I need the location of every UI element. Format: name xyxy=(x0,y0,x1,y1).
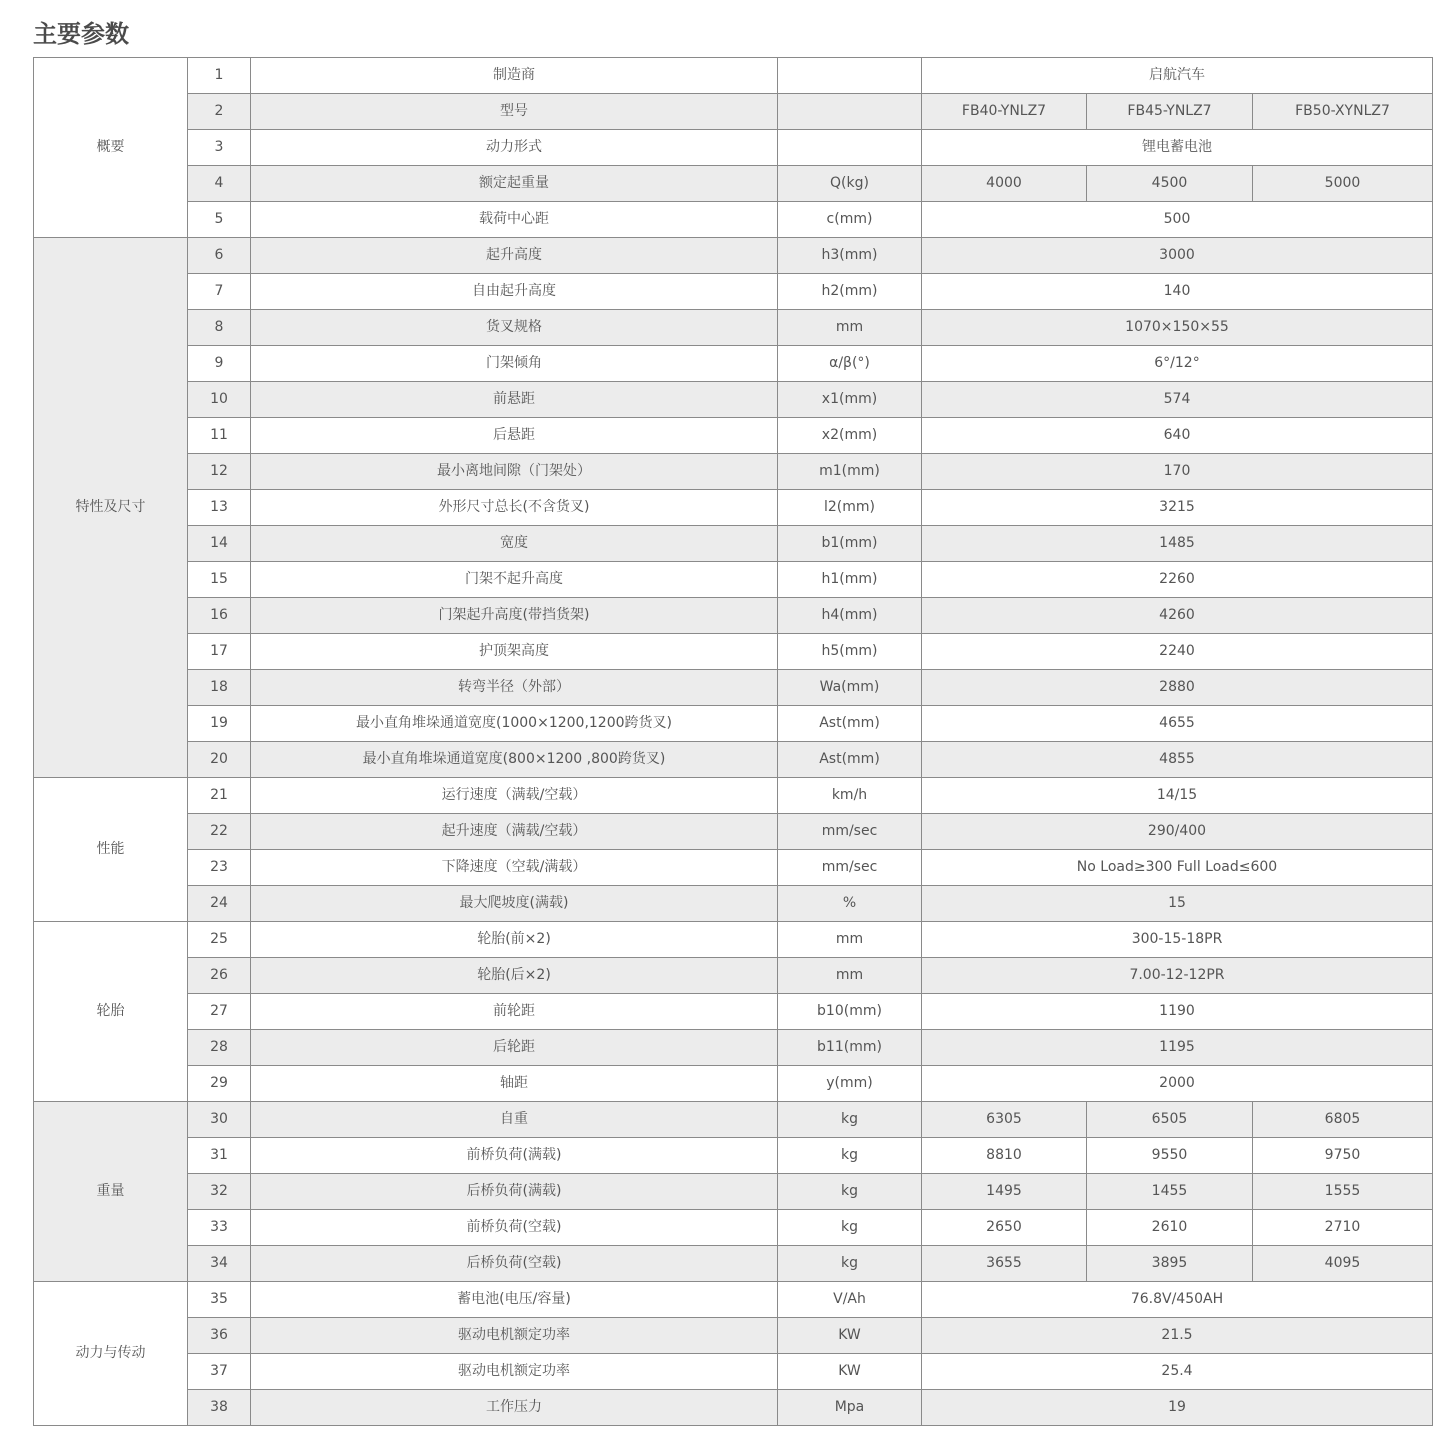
param-name: 工作压力 xyxy=(251,1390,778,1426)
row-number: 13 xyxy=(188,490,251,526)
param-name: 最小直角堆垛通道宽度(1000×1200,1200跨货叉) xyxy=(251,706,778,742)
param-unit: α/β(°) xyxy=(778,346,922,382)
param-value: 14/15 xyxy=(922,778,1433,814)
table-row xyxy=(34,1390,1433,1426)
group-label: 性能 xyxy=(34,778,188,922)
param-value: 1455 xyxy=(1087,1174,1253,1210)
param-value: No Load≥300 Full Load≤600 xyxy=(922,850,1433,886)
param-name: 前桥负荷(满载) xyxy=(251,1138,778,1174)
param-value: 2710 xyxy=(1253,1210,1433,1246)
param-value: 76.8V/450AH xyxy=(922,1282,1433,1318)
row-number: 30 xyxy=(188,1102,251,1138)
group-label: 概要 xyxy=(34,58,188,238)
row-number: 7 xyxy=(188,274,251,310)
row-number: 34 xyxy=(188,1246,251,1282)
table-row xyxy=(34,670,1433,706)
param-value: 3215 xyxy=(922,490,1433,526)
param-name: 驱动电机额定功率 xyxy=(251,1318,778,1354)
param-name: 前桥负荷(空载) xyxy=(251,1210,778,1246)
table-row xyxy=(34,346,1433,382)
param-value: 640 xyxy=(922,418,1433,454)
param-name: 最小直角堆垛通道宽度(800×1200 ,800跨货叉) xyxy=(251,742,778,778)
table-row xyxy=(34,274,1433,310)
row-number: 17 xyxy=(188,634,251,670)
param-unit: m1(mm) xyxy=(778,454,922,490)
table-row xyxy=(34,922,1433,958)
table-row xyxy=(34,490,1433,526)
param-value: 2260 xyxy=(922,562,1433,598)
param-name: 轴距 xyxy=(251,1066,778,1102)
param-value: 4655 xyxy=(922,706,1433,742)
param-name: 驱动电机额定功率 xyxy=(251,1354,778,1390)
param-value: 4500 xyxy=(1087,166,1253,202)
param-unit: mm xyxy=(778,922,922,958)
param-unit: h4(mm) xyxy=(778,598,922,634)
param-value: 140 xyxy=(922,274,1433,310)
param-name: 前轮距 xyxy=(251,994,778,1030)
table-row xyxy=(34,1066,1433,1102)
row-number: 5 xyxy=(188,202,251,238)
row-number: 24 xyxy=(188,886,251,922)
param-unit: h2(mm) xyxy=(778,274,922,310)
row-number: 11 xyxy=(188,418,251,454)
table-row xyxy=(34,742,1433,778)
param-unit: y(mm) xyxy=(778,1066,922,1102)
param-name: 运行速度（满载/空载） xyxy=(251,778,778,814)
row-number: 19 xyxy=(188,706,251,742)
param-value: 锂电蓄电池 xyxy=(922,130,1433,166)
table-row xyxy=(34,238,1433,274)
param-unit: V/Ah xyxy=(778,1282,922,1318)
param-value: 2000 xyxy=(922,1066,1433,1102)
table-row xyxy=(34,1030,1433,1066)
row-number: 16 xyxy=(188,598,251,634)
row-number: 36 xyxy=(188,1318,251,1354)
param-value: 6805 xyxy=(1253,1102,1433,1138)
table-row xyxy=(34,382,1433,418)
param-value: 290/400 xyxy=(922,814,1433,850)
param-value: 300-15-18PR xyxy=(922,922,1433,958)
table-row xyxy=(34,598,1433,634)
param-name: 轮胎(前×2) xyxy=(251,922,778,958)
row-number: 18 xyxy=(188,670,251,706)
param-unit: KW xyxy=(778,1354,922,1390)
param-unit: mm/sec xyxy=(778,814,922,850)
param-value: 2880 xyxy=(922,670,1433,706)
param-unit xyxy=(778,58,922,94)
param-value: FB45-YNLZ7 xyxy=(1087,94,1253,130)
param-unit: b11(mm) xyxy=(778,1030,922,1066)
spec-table xyxy=(33,57,1433,1426)
table-row xyxy=(34,94,1433,130)
param-name: 动力形式 xyxy=(251,130,778,166)
param-unit: mm/sec xyxy=(778,850,922,886)
param-unit: KW xyxy=(778,1318,922,1354)
group-label: 特性及尺寸 xyxy=(34,238,188,778)
row-number: 22 xyxy=(188,814,251,850)
table-row xyxy=(34,958,1433,994)
param-value: 25.4 xyxy=(922,1354,1433,1390)
param-value: 4260 xyxy=(922,598,1433,634)
row-number: 27 xyxy=(188,994,251,1030)
row-number: 31 xyxy=(188,1138,251,1174)
row-number: 12 xyxy=(188,454,251,490)
row-number: 26 xyxy=(188,958,251,994)
param-value: 6505 xyxy=(1087,1102,1253,1138)
param-unit: Ast(mm) xyxy=(778,742,922,778)
param-unit: x2(mm) xyxy=(778,418,922,454)
param-unit: Mpa xyxy=(778,1390,922,1426)
param-value: 1555 xyxy=(1253,1174,1433,1210)
param-name: 前悬距 xyxy=(251,382,778,418)
param-name: 自由起升高度 xyxy=(251,274,778,310)
param-value: 6°/12° xyxy=(922,346,1433,382)
param-unit: h5(mm) xyxy=(778,634,922,670)
table-row xyxy=(34,526,1433,562)
param-value: 4855 xyxy=(922,742,1433,778)
group-label: 轮胎 xyxy=(34,922,188,1102)
table-row xyxy=(34,310,1433,346)
table-row xyxy=(34,130,1433,166)
param-value: 574 xyxy=(922,382,1433,418)
param-value: 9550 xyxy=(1087,1138,1253,1174)
param-name: 起升速度（满载/空载） xyxy=(251,814,778,850)
table-row xyxy=(34,166,1433,202)
param-unit: Ast(mm) xyxy=(778,706,922,742)
param-unit: km/h xyxy=(778,778,922,814)
row-number: 32 xyxy=(188,1174,251,1210)
param-unit: b10(mm) xyxy=(778,994,922,1030)
param-value: 启航汽车 xyxy=(922,58,1433,94)
row-number: 20 xyxy=(188,742,251,778)
row-number: 8 xyxy=(188,310,251,346)
param-value: 2240 xyxy=(922,634,1433,670)
param-unit: Wa(mm) xyxy=(778,670,922,706)
table-row xyxy=(34,1246,1433,1282)
param-unit: h3(mm) xyxy=(778,238,922,274)
param-name: 下降速度（空载/满载） xyxy=(251,850,778,886)
param-value: 5000 xyxy=(1253,166,1433,202)
row-number: 1 xyxy=(188,58,251,94)
param-name: 最大爬坡度(满载) xyxy=(251,886,778,922)
param-name: 额定起重量 xyxy=(251,166,778,202)
param-unit: mm xyxy=(778,958,922,994)
page-title: 主要参数 xyxy=(33,20,129,48)
param-name: 制造商 xyxy=(251,58,778,94)
table-row xyxy=(34,1138,1433,1174)
table-row xyxy=(34,1354,1433,1390)
param-name: 自重 xyxy=(251,1102,778,1138)
param-name: 载荷中心距 xyxy=(251,202,778,238)
param-value: 15 xyxy=(922,886,1433,922)
param-value: 8810 xyxy=(922,1138,1087,1174)
param-name: 外形尺寸总长(不含货叉) xyxy=(251,490,778,526)
param-value: 1190 xyxy=(922,994,1433,1030)
param-name: 门架倾角 xyxy=(251,346,778,382)
param-name: 门架不起升高度 xyxy=(251,562,778,598)
group-label: 动力与传动 xyxy=(34,1282,188,1426)
row-number: 29 xyxy=(188,1066,251,1102)
row-number: 37 xyxy=(188,1354,251,1390)
param-name: 轮胎(后×2) xyxy=(251,958,778,994)
row-number: 10 xyxy=(188,382,251,418)
param-value: 1195 xyxy=(922,1030,1433,1066)
param-value: 3655 xyxy=(922,1246,1087,1282)
row-number: 33 xyxy=(188,1210,251,1246)
param-name: 护顶架高度 xyxy=(251,634,778,670)
row-number: 9 xyxy=(188,346,251,382)
table-row xyxy=(34,1282,1433,1318)
param-name: 转弯半径（外部） xyxy=(251,670,778,706)
param-value: 6305 xyxy=(922,1102,1087,1138)
table-row xyxy=(34,634,1433,670)
param-unit: kg xyxy=(778,1246,922,1282)
row-number: 15 xyxy=(188,562,251,598)
row-number: 21 xyxy=(188,778,251,814)
param-name: 蓄电池(电压/容量) xyxy=(251,1282,778,1318)
param-value: FB50-XYNLZ7 xyxy=(1253,94,1433,130)
param-unit: x1(mm) xyxy=(778,382,922,418)
param-unit: % xyxy=(778,886,922,922)
row-number: 4 xyxy=(188,166,251,202)
param-value: 9750 xyxy=(1253,1138,1433,1174)
table-row xyxy=(34,1210,1433,1246)
row-number: 25 xyxy=(188,922,251,958)
row-number: 3 xyxy=(188,130,251,166)
table-row xyxy=(34,58,1433,94)
param-value: 1495 xyxy=(922,1174,1087,1210)
param-unit: mm xyxy=(778,310,922,346)
param-name: 后悬距 xyxy=(251,418,778,454)
param-value: 4095 xyxy=(1253,1246,1433,1282)
param-value: 3895 xyxy=(1087,1246,1253,1282)
row-number: 38 xyxy=(188,1390,251,1426)
row-number: 6 xyxy=(188,238,251,274)
param-unit: kg xyxy=(778,1174,922,1210)
param-unit xyxy=(778,94,922,130)
param-value: 170 xyxy=(922,454,1433,490)
param-name: 型号 xyxy=(251,94,778,130)
param-value: 3000 xyxy=(922,238,1433,274)
param-unit: kg xyxy=(778,1102,922,1138)
row-number: 35 xyxy=(188,1282,251,1318)
param-name: 最小离地间隙（门架处） xyxy=(251,454,778,490)
param-unit: h1(mm) xyxy=(778,562,922,598)
table-row xyxy=(34,1174,1433,1210)
spec-table-body xyxy=(34,58,1433,1426)
param-unit: l2(mm) xyxy=(778,490,922,526)
table-row xyxy=(34,778,1433,814)
group-label: 重量 xyxy=(34,1102,188,1282)
param-unit xyxy=(778,130,922,166)
param-name: 宽度 xyxy=(251,526,778,562)
param-value: 1070×150×55 xyxy=(922,310,1433,346)
param-value: 1485 xyxy=(922,526,1433,562)
table-row xyxy=(34,850,1433,886)
param-value: 2650 xyxy=(922,1210,1087,1246)
param-value: FB40-YNLZ7 xyxy=(922,94,1087,130)
row-number: 2 xyxy=(188,94,251,130)
table-row xyxy=(34,1318,1433,1354)
param-value: 19 xyxy=(922,1390,1433,1426)
table-row xyxy=(34,562,1433,598)
param-value: 2610 xyxy=(1087,1210,1253,1246)
row-number: 28 xyxy=(188,1030,251,1066)
row-number: 23 xyxy=(188,850,251,886)
row-number: 14 xyxy=(188,526,251,562)
param-value: 4000 xyxy=(922,166,1087,202)
param-name: 货叉规格 xyxy=(251,310,778,346)
table-row xyxy=(34,814,1433,850)
param-unit: kg xyxy=(778,1210,922,1246)
param-unit: Q(kg) xyxy=(778,166,922,202)
param-name: 起升高度 xyxy=(251,238,778,274)
param-unit: c(mm) xyxy=(778,202,922,238)
param-value: 500 xyxy=(922,202,1433,238)
param-name: 门架起升高度(带挡货架) xyxy=(251,598,778,634)
table-row xyxy=(34,706,1433,742)
table-row xyxy=(34,418,1433,454)
param-unit: b1(mm) xyxy=(778,526,922,562)
param-value: 7.00-12-12PR xyxy=(922,958,1433,994)
param-name: 后桥负荷(空载) xyxy=(251,1246,778,1282)
param-name: 后桥负荷(满载) xyxy=(251,1174,778,1210)
table-row xyxy=(34,994,1433,1030)
table-row xyxy=(34,886,1433,922)
table-row xyxy=(34,202,1433,238)
param-value: 21.5 xyxy=(922,1318,1433,1354)
table-row xyxy=(34,1102,1433,1138)
param-name: 后轮距 xyxy=(251,1030,778,1066)
table-row xyxy=(34,454,1433,490)
param-unit: kg xyxy=(778,1138,922,1174)
